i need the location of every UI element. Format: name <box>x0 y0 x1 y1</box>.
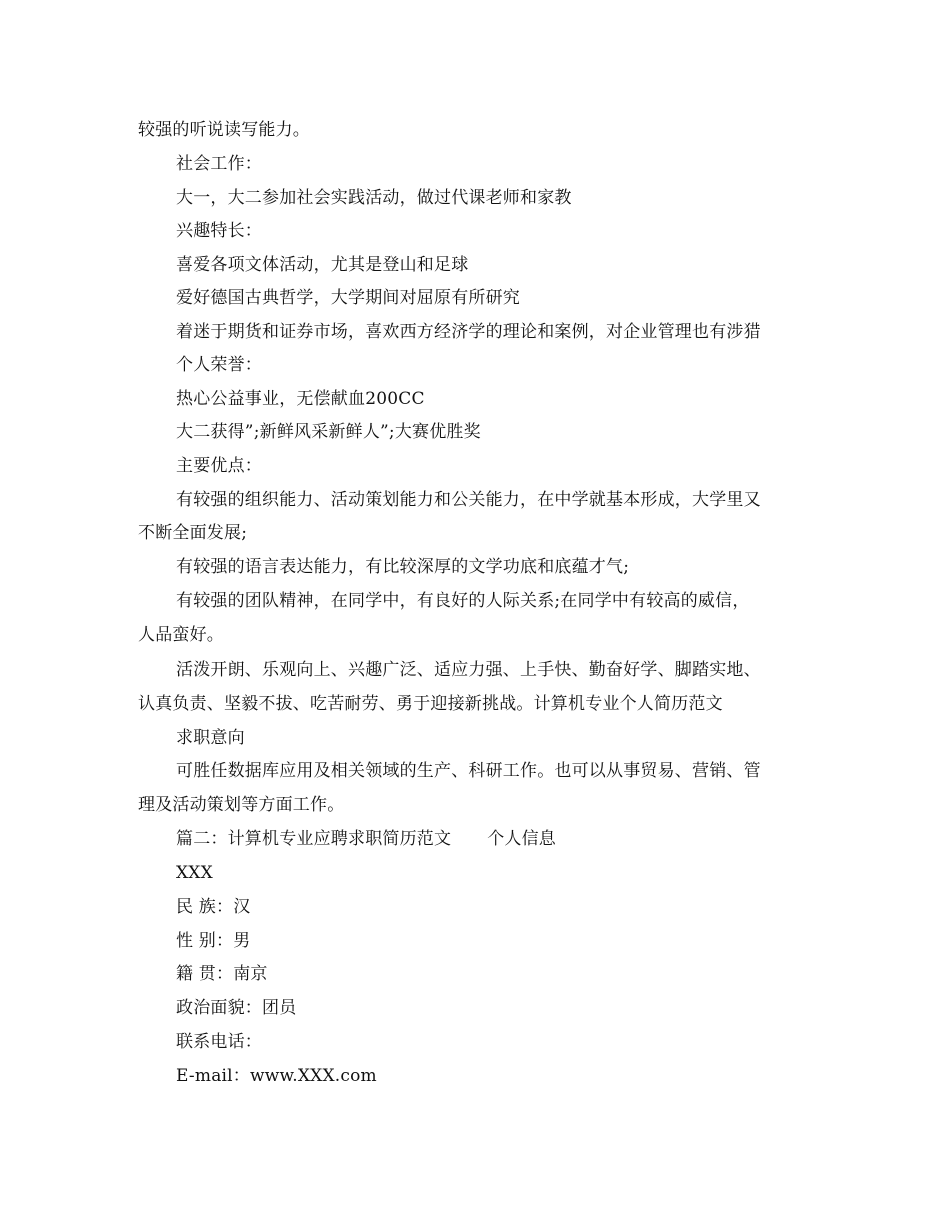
political-status-field: 政治面貌：团员 <box>176 998 297 1018</box>
chapter-heading-line <box>176 829 556 849</box>
section-heading-strengths: 主要优点： <box>176 456 262 476</box>
ethnicity-field: 民 族：汉 <box>176 897 251 917</box>
email-field: E-mail：www.XXX.com <box>176 1066 377 1086</box>
text-line: 人品蛮好。 <box>138 625 224 645</box>
hometown-field: 籍 贯：南京 <box>176 964 268 984</box>
section-heading-interests: 兴趣特长： <box>176 221 262 241</box>
text-line: 喜爱各项文体活动，尤其是登山和足球 <box>176 255 469 275</box>
text-line: 有较强的语言表达能力，有比较深厚的文学功底和底蕴才气; <box>176 557 630 577</box>
text-line: 活泼开朗、乐观向上、兴趣广泛、适应力强、上手快、勤奋好学、脚踏实地、 <box>176 660 761 680</box>
text-line: 理及活动策划等方面工作。 <box>138 795 345 815</box>
text-line: 着迷于期货和证券市场，喜欢西方经济学的理论和案例，对企业管理也有涉猎 <box>176 322 761 342</box>
text-line: 有较强的组织能力、活动策划能力和公关能力，在中学就基本形成，大学里又 <box>176 490 761 510</box>
gender-field: 性 别：男 <box>176 931 251 951</box>
text-line: 大一，大二参加社会实践活动，做过代课老师和家教 <box>176 188 572 208</box>
text-line: 可胜任数据库应用及相关领域的生产、科研工作。也可以从事贸易、营销、管 <box>176 761 761 781</box>
section-heading-job-objective: 求职意向 <box>176 728 245 748</box>
phone-field: 联系电话： <box>176 1032 262 1052</box>
text-line: 热心公益事业，无偿献血200CC <box>176 389 425 409</box>
name-value: XXX <box>176 863 213 883</box>
text-line: 爱好德国古典哲学，大学期间对屈原有所研究 <box>176 288 520 308</box>
text-line: 有较强的团队精神，在同学中，有良好的人际关系;在同学中有较高的威信， <box>176 591 750 611</box>
text-line: 认真负责、坚毅不拔、吃苦耐劳、勇于迎接新挑战。计算机专业个人简历范文 <box>138 694 723 714</box>
section-heading-personal-info: 个人信息 <box>487 829 557 849</box>
section-heading-honors: 个人荣誉： <box>176 355 262 375</box>
section-heading-social-work: 社会工作： <box>176 154 262 174</box>
text-line: 较强的听说读写能力。 <box>138 120 310 140</box>
chapter-title: 篇二：计算机专业应聘求职简历范文 <box>176 829 452 849</box>
text-line: 不断全面发展; <box>138 523 248 543</box>
text-line: 大二获得”;新鲜风采新鲜人”;大赛优胜奖 <box>176 422 481 442</box>
